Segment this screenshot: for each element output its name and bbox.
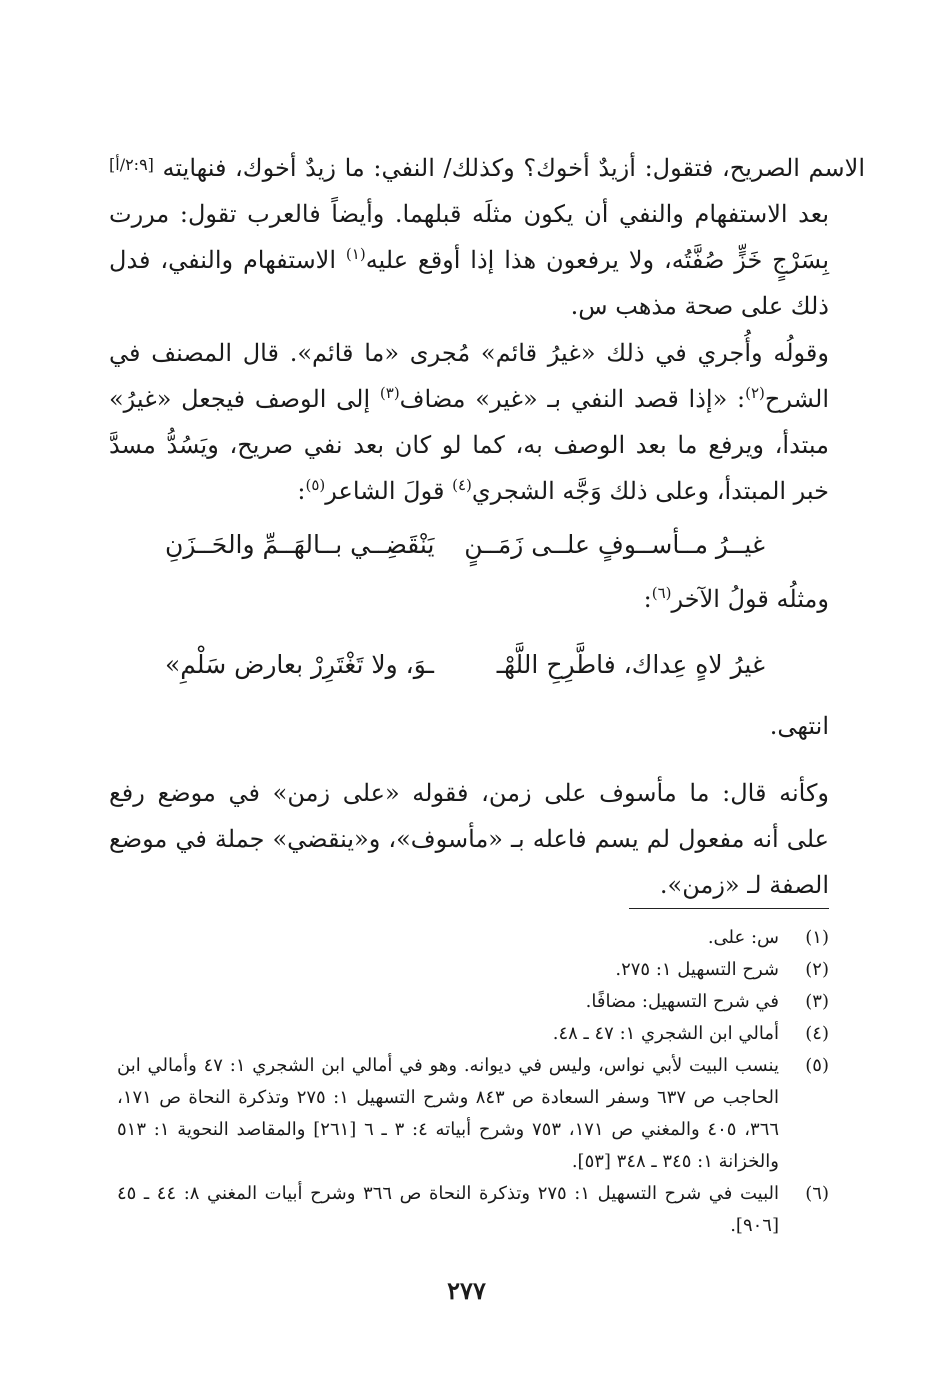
footnote-ref-5[interactable]: (٥) [305, 476, 326, 494]
footnote-text: في شرح التسهيل: مضافًا. [585, 991, 779, 1012]
paragraph-1-line-2: بعد الاستفهام والنفي أن يكون مثلَه قبلهما. وأيضاً فالعرب تقول: مررت [109, 200, 829, 228]
verse-2-second-hemistich: ـوَ، ولا تَغْتَرِرْ بعارض سَلْمِ» [165, 650, 434, 679]
footnote-4 [117, 1018, 829, 1050]
paragraph-3-line-1: وكأنه قال: ما مأسوف على زمن، فقوله «على زمن» في موضع رفع [109, 779, 829, 807]
footnote-number: (٦) [805, 1183, 829, 1204]
footnote-text: شرح التسهيل ١: ٢٧٥. [615, 959, 779, 980]
footnote-number: (٢) [805, 959, 829, 980]
footnote-text: س: على. [707, 927, 779, 948]
footnote-ref-6[interactable]: (٦) [651, 584, 672, 602]
footnote-ref-2[interactable]: (٢) [745, 384, 765, 402]
footnote-3 [117, 986, 829, 1018]
footnote-2 [117, 954, 829, 986]
footnotes [117, 922, 829, 1242]
manuscript-marker: [٢:٩/أ] [109, 155, 154, 174]
paragraph-2-line-2: الشرح$^{(٢)}$: «إذا قصد النفي بـ «غير» مضاف$^{(٣)}$ إلى الوصف فيجعل «غيرُ» [109, 384, 829, 413]
footnote-text: أمالي ابن الشجري ١: ٤٧ ـ ٤٨. [552, 1023, 779, 1044]
footnote-ref-3[interactable]: (٣) [379, 384, 400, 402]
footnote-number: (٤) [805, 1023, 829, 1044]
page-number: ٢٧٧ [447, 1276, 486, 1305]
paragraph-2-line-4: خبر المبتدأ، وعلى ذلك وَجَّه الشجري$^{(٤)}$ قولَ الشاعر$^{(٥)}$: [297, 476, 829, 505]
footnote-6 [117, 1178, 829, 1242]
paragraph-1-line-4: ذلك على صحة مذهب س. [570, 292, 829, 320]
paragraph-1-line-3: بِسَرْجٍ خَزٍّ صُفَّتُه، ولا يرفعون هذا إذا أوقع عليه$^{(١)}$ الاستفهام والنفي، فدل [109, 245, 830, 274]
verse-1 [165, 530, 765, 559]
paragraph-2-line-3: مبتدأ، ويرفع ما بعد الوصف به، كما لو كان بعد نفي صريح، ويَسُدُّ مسدَّ [109, 431, 829, 459]
verse-intro-line: ومثلُه قولُ الآخر$^{(٦)}$: [643, 584, 829, 613]
footnote-number: (١) [805, 927, 829, 948]
verse-1-first-hemistich: غيــرُ مــأســوفٍ علــى زَمَــنٍ [464, 530, 765, 559]
footnote-ref-4[interactable]: (٤) [452, 476, 472, 494]
footnote-number: (٣) [805, 991, 829, 1012]
end-quote: انتهى. [769, 712, 829, 740]
paragraph-2-line-1: وقولُه وأُجري في ذلك «غيرُ قائم» مُجرى «ما قائم». قال المصنف في [109, 339, 829, 367]
paragraph-3-line-2: على أنه مفعول لم يسم فاعله بـ «مأسوف»، و«ينقضي» جملة في موضع [109, 825, 829, 853]
footnote-5 [117, 1050, 829, 1178]
footnote-divider [629, 908, 829, 909]
paragraph-2 [109, 330, 829, 514]
paragraph-3-line-3: الصفة لـ «زمن». [659, 871, 829, 899]
footnote-number: (٥) [805, 1055, 829, 1076]
paragraph-1-line-1: الاسم الصريح، فتقول: أزيدٌ أخوك؟ وكذلك/ النفي: ما زيدٌ أخوك، فنهايته [٢:٩/أ] [109, 154, 865, 182]
footnote-ref-1[interactable]: (١) [345, 245, 366, 263]
verse-1-second-hemistich: يَنْقَضِــي بــالهَــمِّ والحَــزَنِ [165, 530, 435, 559]
footnote-1 [117, 922, 829, 954]
verse-2-first-hemistich: غيرُ لاهٍ عِداك، فاطَّرِحِ اللَّهْـ [496, 650, 765, 679]
footnote-text: البيت في شرح التسهيل ١: ٢٧٥ وتذكرة النحاة ص ٣٦٦ وشرح أبيات المغني ٨: ٤٤ ـ ٤٥ [٩٠٦]. [117, 1183, 779, 1236]
verse-2 [165, 650, 765, 679]
paragraph-3 [109, 770, 829, 908]
footnote-text: ينسب البيت لأبي نواس، وليس في ديوانه. وهو في أمالي ابن الشجري ١: ٤٧ وأمالي ابن الحاجب ص ٦٣٧ وسفر السعادة ص ٨٤٣ وشرح التسهيل ١: ٢٧٥ وتذكرة النحاة ص ١٧١، ٣٦٦، ٤٠٥ والمغني ص ١٧١، ٧٥٣ وشرح أبياته ٤: ٣ ـ ٦ [٢٦١] والمقاصد النحوية ١: ٥١٣ والخزانة ١: ٣٤٥ ـ ٣٤٨ [٥٣]. [117, 1055, 780, 1172]
paragraph-1 [109, 142, 865, 329]
